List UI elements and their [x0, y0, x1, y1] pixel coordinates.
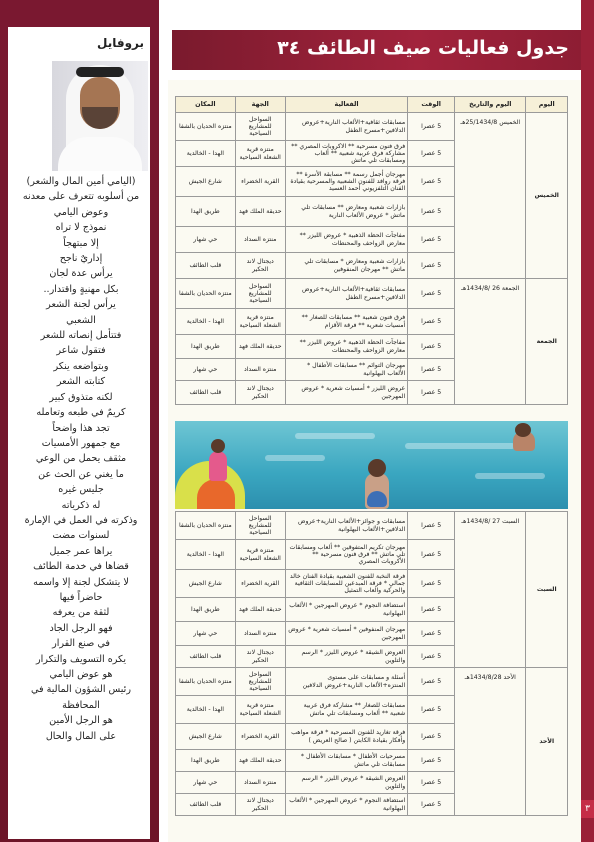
profile-text-line: تجد هذا واضحاً [52, 422, 110, 434]
header-place: المكان [176, 97, 236, 113]
page-edge-strip [581, 0, 594, 842]
cell-entity: حديقة الملك فهد [235, 598, 285, 622]
cell-time: 5 عصرا [408, 724, 455, 750]
cell-day: الخميس [526, 113, 568, 279]
page-header [172, 30, 581, 70]
cell-time: 5 عصرا [408, 540, 455, 570]
cell-time: 5 عصرا [408, 646, 455, 668]
cell-place: منتزه الحديان بالشفا [176, 512, 236, 540]
profile-text-line: هو الرجل الأمين [49, 715, 113, 727]
profile-photo [52, 61, 148, 171]
profile-text-line: هو عوض اليامي [49, 669, 113, 680]
profile-text-line: يراها عمر جميل [49, 545, 113, 557]
cell-date: الأحد 1434/8/28هـ [455, 668, 526, 816]
header-date: اليوم والتاريخ [455, 97, 526, 113]
cell-place: الهدا - الخالدية [176, 696, 236, 724]
cell-time: 5 عصرا [408, 668, 455, 696]
table-row [176, 668, 568, 696]
cell-entity: السواحل للمشاريع السياحية [235, 512, 285, 540]
profile-text-line: فتقول شاعر [56, 345, 106, 357]
cell-date: السبت 27 /1434/8هـ [455, 512, 526, 668]
cell-entity: ديجتال لاند الحكير [235, 794, 285, 816]
cell-place: منتزه الحديان بالشفا [176, 279, 236, 309]
cell-time: 5 عصرا [408, 113, 455, 141]
profile-text-line: وعوض اليامي [53, 206, 109, 218]
cell-time: 5 عصرا [408, 197, 455, 227]
header-entity: الجهة [235, 97, 285, 113]
header-day: اليوم [526, 97, 568, 113]
cell-date: الخميس 25/1434/8هـ [455, 113, 526, 279]
schedule-table-bottom [175, 511, 568, 816]
cell-place: قلب الطائف [176, 381, 236, 405]
cell-time: 5 عصرا [408, 794, 455, 816]
cell-activity: مهرجان أجمل رسمة ** مسابقة الأسرة ** فرقة روافد للفنون الشعبية والمسرحية بقيادة الفنان التلفزيوني أحمد العسيد [285, 167, 408, 197]
cell-activity: مسابقات ثقافية+الألعاب النارية+عروض الدلافين+مسرح الطفل [285, 279, 408, 309]
cell-activity: استضافة النجوم * عروض المهرجين * الألعاب البهلوانية [285, 794, 408, 816]
cell-entity: حديقة الملك فهد [235, 750, 285, 772]
cell-time: 5 عصرا [408, 381, 455, 405]
cell-day: الجمعة [526, 279, 568, 405]
table-row [176, 113, 568, 141]
cell-place: الهدا - الخالدية [176, 540, 236, 570]
cell-activity: مسرحيات الأطفال * مسابقات الأطفال * مسابقات تلي ماتش [285, 750, 408, 772]
cell-entity: منتزه قرية الشعلة السياحية [235, 141, 285, 167]
profile-text-line: يرأس لجنة الشعر [46, 299, 116, 311]
cell-activity: مهرجان المنفوفين * أمسيات شعرية * عروض المهرجين [285, 622, 408, 646]
cell-place: طريق الهدا [176, 197, 236, 227]
cell-activity: مفاجآت الحظة الذهبية * عروض الليزر ** معارض الزواحف والمحنطات [285, 227, 408, 253]
profile-text-line: على المال والحال [45, 730, 117, 742]
cell-place: قلب الطائف [176, 253, 236, 279]
cell-activity: فرقة تغاريد للفنون المسرحية * فرقة مواهب وأفكار بقيادة الكابتن ( صالح العريض ) [285, 724, 408, 750]
cell-time: 5 عصرا [408, 772, 455, 794]
cell-activity: بازارات شعبية ومعارض * مسابقات تلي ماتش ** مهرجان المنفوفين [285, 253, 408, 279]
cell-activity: مسابقات ثقافية+الألعاب النارية+عروض الدلافين+مسرح الطفل [285, 113, 408, 141]
cell-entity: ديجتال لاند الحكير [235, 253, 285, 279]
cell-place: شارع الجيش [176, 167, 236, 197]
cell-activity: أسئلة و مسابقات على مستوى المنتزه+الألعاب النارية+عروض الدلافين [285, 668, 408, 696]
cell-place: حي شهار [176, 772, 236, 794]
profile-text-line: يرأس عدة لجان [49, 268, 113, 280]
profile-text-line: رئيس الشؤون المالية في [31, 684, 131, 696]
cell-entity: ديجتال لاند الحكير [235, 381, 285, 405]
cell-entity: القرية الخضراء [235, 724, 285, 750]
cell-place: منتزه الحديان بالشفا [176, 668, 236, 696]
cell-time: 5 عصرا [408, 167, 455, 197]
profile-text-line: نموذج لا تراه [55, 222, 107, 234]
pool-photo [175, 421, 568, 509]
cell-time: 5 عصرا [408, 622, 455, 646]
profile-text-line: كتابته الشعر [56, 376, 106, 388]
cell-activity: فرقة النخبة للفنون الشعبية بقيادة الفنان خالد جمالي * فرقة المبدعين للمسابقات الثقافية والحركية والعاب التمثيل [285, 570, 408, 598]
cell-place: طريق الهدا [176, 335, 236, 359]
cell-entity: السواحل للمشاريع السياحية [235, 279, 285, 309]
cell-time: 5 عصرا [408, 512, 455, 540]
cell-day: السبت [526, 512, 568, 668]
cell-day: الأحد [526, 668, 568, 816]
profile-text-line: من أسلوبه تتعرف على معدنه [22, 191, 140, 203]
cell-place: طريق الهدا [176, 750, 236, 772]
cell-entity: ديجتال لاند الحكير [235, 646, 285, 668]
profile-text-line: وبتواضعه ينكر [53, 360, 109, 372]
profile-text [12, 174, 150, 744]
profile-text-line: الشعبي [66, 314, 96, 326]
cell-time: 5 عصرا [408, 309, 455, 335]
cell-entity: منتزه قرية الشعلة السياحية [235, 540, 285, 570]
cell-activity: مسابقات للصغار ** مشاركة فرق عربية شعبية ** ألعاب ومسابقات تلي ماتش [285, 696, 408, 724]
profile-text-line: فتتأمل إنصاته للشعر [40, 330, 122, 342]
cell-activity: بازارات شعبية ومعارض ** مسابقات تلي ماتش * عروض الألعاب النارية [285, 197, 408, 227]
cell-entity: منتزه السداد [235, 359, 285, 381]
cell-activity: مهرجان التوائم ** مسابقات الأطفال * الألعاب البهلوانية [285, 359, 408, 381]
cell-entity: السواحل للمشاريع السياحية [235, 113, 285, 141]
profile-text-line: لسنوات مضت [52, 530, 110, 542]
cell-entity: منتزه السداد [235, 622, 285, 646]
profile-heading: بروفايل [96, 36, 144, 50]
cell-entity: منتزه قرية الشعلة السياحية [235, 696, 285, 724]
profile-text-line: مثقف يحمل من الوعي [35, 453, 127, 465]
schedule-table-top [175, 96, 568, 405]
profile-text-line: كريمٌ في طبعه وتعامله [36, 407, 126, 419]
cell-entity: حديقة الملك فهد [235, 335, 285, 359]
profile-text-line: حاضراً فيها [59, 591, 103, 603]
profile-text-line: ما يغني عن الحث عن [38, 468, 124, 480]
header-activity: الفعالية [285, 97, 408, 113]
cell-place: منتزه الحديان بالشفا [176, 113, 236, 141]
cell-activity: العروض الشيقة * عروض الليزر * الرسم والتلوين [285, 772, 408, 794]
profile-text-line: (اليامي أمين المال والشعر) [26, 176, 136, 187]
cell-time: 5 عصرا [408, 253, 455, 279]
cell-time: 5 عصرا [408, 598, 455, 622]
profile-text-line: في صنع القرار [52, 638, 110, 650]
profile-text-line: قضاها في خدمة الطائف [33, 561, 129, 573]
cell-entity: السواحل للمشاريع السياحية [235, 668, 285, 696]
cell-time: 5 عصرا [408, 335, 455, 359]
cell-time: 5 عصرا [408, 696, 455, 724]
page-number: ٣ [581, 800, 594, 818]
cell-place: شارع الجيش [176, 724, 236, 750]
cell-entity: منتزه السداد [235, 227, 285, 253]
table-header-row [176, 97, 568, 113]
cell-time: 5 عصرا [408, 750, 455, 772]
cell-activity: مهرجان تكريم المتفوقين ** ألعاب ومسابقات تلي ماتش ** فرق فنون مسرحية ** الأكروبات المصري [285, 540, 408, 570]
cell-activity: فرق فنون مسرحية ** الاكروبات المصري ** مشاركة فرق عربية شعبية ** ألعاب ومسابقات تلي ماتش [285, 141, 408, 167]
cell-entity: منتزه السداد [235, 772, 285, 794]
table-row [176, 512, 568, 540]
profile-text-line: إلا مبتهجاً [63, 237, 99, 249]
cell-activity: مفاجآت الحظة الذهبية * عروض الليزر ** معارض الزواحف والمحنطات [285, 335, 408, 359]
cell-activity: استضافة النجوم * عروض المهرجين * الألعاب البهلوانية [285, 598, 408, 622]
profile-text-line: إداريٌ ناجح [59, 253, 103, 265]
profile-text-line: فهو الرجل الجاد [49, 622, 113, 634]
cell-time: 5 عصرا [408, 141, 455, 167]
cell-place: حي شهار [176, 359, 236, 381]
cell-place: حي شهار [176, 622, 236, 646]
profile-text-line: لثقة من يعرفه [52, 607, 110, 619]
cell-time: 5 عصرا [408, 570, 455, 598]
cell-place: طريق الهدا [176, 598, 236, 622]
profile-text-line: لا يتشكل لجنة إلا واسمه [33, 576, 129, 588]
cell-place: حي شهار [176, 227, 236, 253]
cell-date: الجمعة 26 /1434/8هـ [455, 279, 526, 405]
profile-text-line: جليس غيره [58, 484, 104, 496]
cell-place: شارع الجيش [176, 570, 236, 598]
cell-activity: عروض الليزر * أمسيات شعرية * عروض المهرجين [285, 381, 408, 405]
profile-text-line: المحافظة [62, 699, 100, 711]
cell-entity: القرية الخضراء [235, 570, 285, 598]
cell-time: 5 عصرا [408, 279, 455, 309]
cell-place: قلب الطائف [176, 794, 236, 816]
cell-time: 5 عصرا [408, 359, 455, 381]
page-title: جدول فعاليات صيف الطائف ٣٤ [277, 37, 569, 59]
header-time: الوقت [408, 97, 455, 113]
profile-text-line: وذكرته في العمل في الإمارة [24, 514, 138, 526]
cell-entity: حديقة الملك فهد [235, 197, 285, 227]
cell-time: 5 عصرا [408, 227, 455, 253]
cell-entity: القرية الخضراء [235, 167, 285, 197]
profile-text-line: مع جمهور الأمسيات [41, 437, 121, 449]
table-row [176, 279, 568, 309]
cell-activity: العروض الشيقة * عروض الليزر * الرسم والتلوين [285, 646, 408, 668]
cell-place: الهدا - الخالدية [176, 141, 236, 167]
profile-text-line: بكل مهنيةٍ واقتدار.. [43, 283, 119, 295]
cell-activity: مسابقات و جوائز+الألعاب النارية+عروض الدلافين+الألعاب البهلوانية [285, 512, 408, 540]
cell-place: الهدا - الخالدية [176, 309, 236, 335]
profile-text-line: لكنه متذوق كبير [49, 391, 113, 403]
profile-text-line: له ذكرياته [61, 499, 101, 511]
cell-activity: فرق فنون شعبية ** مسابقات للصغار ** أمسيات شعرية ** فرقة الأقزام [285, 309, 408, 335]
cell-place: قلب الطائف [176, 646, 236, 668]
cell-entity: منتزه قرية الشعلة السياحية [235, 309, 285, 335]
profile-text-line: يكره التسويف والتكرار [36, 653, 126, 665]
